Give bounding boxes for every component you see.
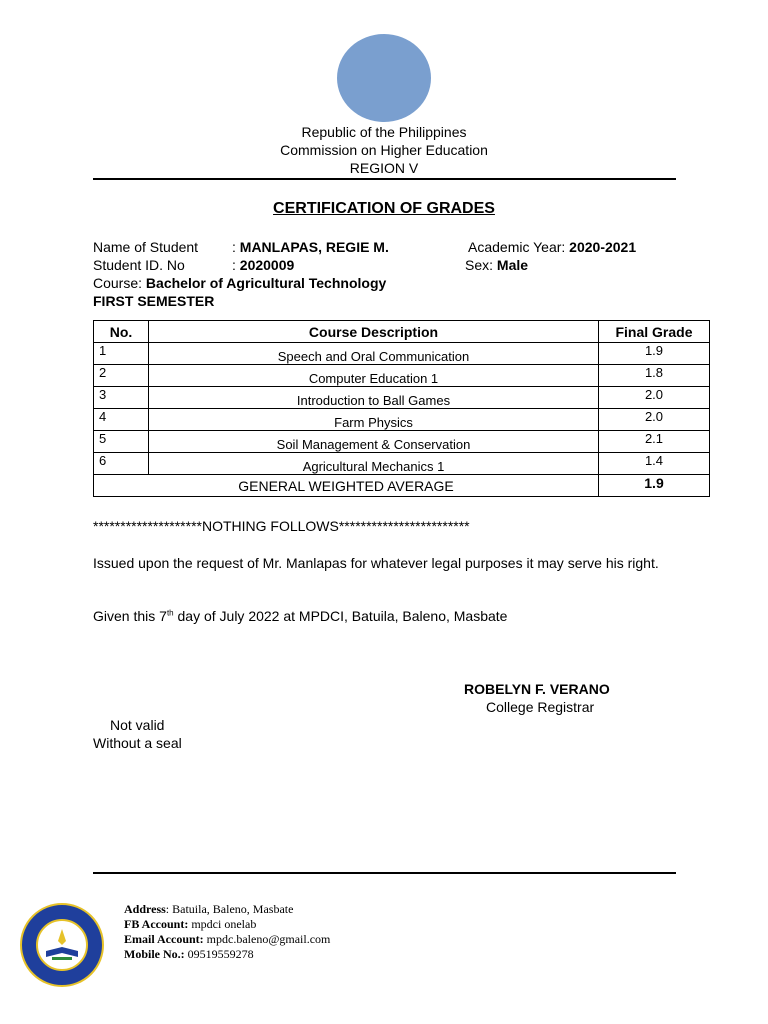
row-grade: 2.0	[599, 387, 710, 409]
gwa-value: 1.9	[599, 475, 710, 497]
row-no: 4	[94, 409, 149, 431]
row-grade: 2.0	[599, 409, 710, 431]
id-label: Student ID. No	[93, 257, 185, 273]
row-no: 2	[94, 365, 149, 387]
student-id-row	[232, 257, 294, 273]
row-description: Introduction to Ball Games	[149, 387, 599, 409]
signatory-title: College Registrar	[486, 699, 595, 715]
mobile-label: Mobile No.:	[124, 947, 185, 961]
header-republic: Republic of the Philippines	[301, 124, 467, 140]
grades-table	[93, 320, 710, 497]
row-description: Speech and Oral Communication	[149, 343, 599, 365]
course-label: Course:	[93, 275, 146, 291]
page-title: CERTIFICATION OF GRADES	[273, 200, 495, 217]
student-name-row	[232, 239, 389, 255]
academic-year-label: Academic Year:	[468, 239, 570, 255]
student-id: 2020009	[239, 257, 295, 273]
student-sex: Male	[496, 257, 529, 273]
row-description: Computer Education 1	[149, 365, 599, 387]
table-header-row	[94, 321, 710, 343]
header-grade: Final Grade	[599, 321, 710, 343]
row-grade: 1.8	[599, 365, 710, 387]
footer-mobile	[124, 947, 254, 962]
sex-row	[465, 257, 528, 273]
college-logo-center	[36, 919, 88, 971]
row-grade: 2.1	[599, 431, 710, 453]
address-label: Address	[124, 902, 166, 916]
given-statement	[93, 608, 507, 624]
mobile-value: 09519559278	[184, 947, 254, 961]
issued-statement: Issued upon the request of Mr. Manlapas for whatever legal purposes it may serve his right.	[93, 555, 659, 571]
book-icon	[38, 921, 86, 969]
given-suffix: day of July 2022 at MPDCI, Batuila, Baleno, Masbate	[173, 608, 508, 624]
seal-note-line1: Not valid	[110, 717, 165, 733]
header-no: No.	[94, 321, 149, 343]
row-no: 5	[94, 431, 149, 453]
row-no: 1	[94, 343, 149, 365]
row-grade: 1.9	[599, 343, 710, 365]
seal-placeholder-icon	[337, 34, 431, 122]
row-description: Farm Physics	[149, 409, 599, 431]
row-description: Agricultural Mechanics 1	[149, 453, 599, 475]
header-region: REGION V	[349, 160, 419, 176]
header-description: Course Description	[149, 321, 599, 343]
college-logo-icon	[20, 903, 104, 987]
header-divider	[93, 178, 676, 180]
table-row	[94, 409, 710, 431]
name-separator: :	[232, 239, 240, 255]
semester-label: FIRST SEMESTER	[93, 293, 215, 309]
footer-address	[124, 902, 293, 917]
student-name: MANLAPAS, REGIE M.	[239, 239, 389, 255]
signatory-name: ROBELYN F. VERANO	[464, 681, 610, 697]
gwa-label: GENERAL WEIGHTED AVERAGE	[94, 475, 599, 497]
given-prefix: Given this 7	[93, 608, 167, 624]
academic-year-row	[468, 239, 636, 255]
footer-email	[124, 932, 330, 947]
row-description: Soil Management & Conservation	[149, 431, 599, 453]
table-row	[94, 453, 710, 475]
table-row	[94, 343, 710, 365]
student-course: Bachelor of Agricultural Technology	[145, 275, 387, 291]
academic-year: 2020-2021	[569, 239, 637, 255]
address-value: : Batuila, Baleno, Masbate	[165, 902, 294, 916]
course-row	[93, 275, 386, 291]
seal-note-line2: Without a seal	[93, 735, 182, 751]
table-row	[94, 431, 710, 453]
row-no: 3	[94, 387, 149, 409]
table-row	[94, 387, 710, 409]
header-commission: Commission on Higher Education	[280, 142, 488, 158]
nothing-follows: ********************NOTHING FOLLOWS************************	[93, 518, 470, 534]
footer-divider	[93, 872, 676, 874]
fb-value: mpdci onelab	[188, 917, 257, 931]
name-label: Name of Student	[93, 239, 199, 255]
email-label: Email Account:	[124, 932, 204, 946]
row-no: 6	[94, 453, 149, 475]
footer-fb	[124, 917, 256, 932]
email-value: mpdc.baleno@gmail.com	[203, 932, 331, 946]
row-grade: 1.4	[599, 453, 710, 475]
given-sup: th	[166, 608, 174, 618]
id-separator: :	[232, 257, 240, 273]
sex-label: Sex:	[465, 257, 497, 273]
gwa-row	[94, 475, 710, 497]
table-row	[94, 365, 710, 387]
fb-label: FB Account:	[124, 917, 189, 931]
